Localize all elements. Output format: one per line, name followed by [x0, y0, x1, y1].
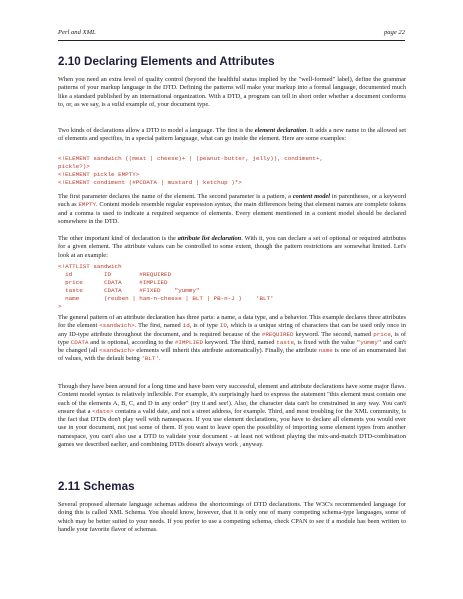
emphasis-element-declaration: element declaration	[254, 127, 307, 134]
text-line: Two kinds of declarations allow a DTD to model a language. The first is the	[58, 127, 255, 134]
code-id: id	[182, 322, 190, 330]
section-heading-2-10: 2.10 Declaring Elements and Attributes	[58, 55, 275, 68]
text-line: . The first, named	[134, 322, 183, 330]
text-line: Here are some examples:	[282, 135, 347, 143]
header-page-number: page 22	[383, 29, 405, 36]
text-line: .	[159, 355, 161, 363]
text-line: importing some element types from another namespace, you can't also use a DTD to validate your document - at	[58, 424, 406, 440]
code-name: name	[318, 347, 333, 354]
text-line: valid date, and not a street address, for example. Third, and most troubling for the XML community, is the fact	[58, 407, 406, 423]
text-line: and see!). Also, the character data can't be constrained in any way. You can't ensure that a	[58, 399, 407, 415]
text-line: least not without playing the mix-and-match DTD-combination games we described earlier, and combining	[58, 432, 406, 448]
text-line: , which is a unique	[226, 322, 277, 330]
header-rule	[58, 40, 405, 41]
code-line: price CDATA #IMPLIED	[58, 279, 168, 286]
text-line: elements will inherit this attribute automatically). Finally, the attribute	[134, 347, 319, 354]
paragraph-dtd-flaws	[58, 383, 406, 449]
code-attlist-declaration	[58, 263, 406, 311]
code-sandwich: <sandwich>	[99, 322, 135, 330]
code-line: <!ATTLIST sandwich	[58, 263, 122, 270]
text-line: the	[165, 338, 175, 346]
text-line: have some major flaws. Content model syntax is relatively inflexible. For example, it's surprisingly hard to	[58, 383, 406, 399]
text-line: your document type.	[157, 100, 210, 108]
code-implied: #IMPLIED	[174, 338, 204, 346]
code-price: price	[373, 330, 391, 338]
text-line: string of characters that can be used only once in any ID-type attribute throughout the document, and is required	[58, 322, 406, 338]
emphasis-attribute-list-declaration: attribute list declaration	[177, 235, 242, 242]
text-line: keyword. The second, named	[293, 330, 374, 338]
code-ID: ID	[219, 322, 227, 330]
code-yummy: "yummy"	[356, 338, 382, 346]
code-taste: taste	[276, 338, 294, 346]
code-blt: 'BLT'	[141, 355, 160, 363]
code-line: <!ELEMENT sandwich ((meat | cheese)+ | (peanut-butter, jelly)), condiment+,	[58, 155, 324, 162]
paragraph-intro	[58, 76, 406, 109]
text-line: The other important kind of declaration is the	[58, 235, 178, 242]
text-line: recommended language for doing this is called XML Schema. You should know, however, that it is only one of	[58, 501, 406, 517]
text-line: differences being that element names are complete tokens and a comma is used to indicate a required sequence	[58, 201, 406, 217]
emphasis-valid: valid	[111, 100, 125, 108]
text-line: into a formal language, documented much like a standard published by an international organization. With a	[58, 84, 406, 100]
code-line: >	[58, 303, 62, 310]
code-line: <!ELEMENT condiment (#PCDATA | mustard | ketchup )*>	[58, 179, 242, 186]
text-line: name to the allowed set of elements and specifies, in a special pattern language, what can go inside the element.	[58, 127, 407, 143]
text-line: a competing schema, check CPAN to see if a module has been written to handle your favorite flavor of schemas.	[58, 517, 406, 533]
text-line: or required attributes for a given element. The attribute values can be controlled to some extent, though the	[58, 235, 406, 251]
code-line: name (reuben | ham-n-cheese | BLT | PB-n-J ) 'BLT'	[58, 295, 274, 302]
code-sandwich: <sandwich>	[99, 347, 135, 354]
code-line: <!ELEMENT pickle EMPTY>	[58, 171, 140, 178]
text-line: keyword. The third, named	[203, 338, 277, 346]
text-line: DTD, a program can tell in short order whether a document conforms to, or, as we say, is a	[58, 92, 406, 108]
text-line: . It adds a new	[306, 127, 344, 134]
text-line: DTDs doesn't always work , anyway.	[169, 440, 264, 448]
text-line: pattern restrictions are somewhat limited. Let's look at an example:	[58, 243, 406, 259]
text-line: and is optional, according to	[88, 338, 164, 346]
text-line: define the grammar patterns of your markup language in the DTD. Defining the patterns will make your markup	[58, 76, 406, 92]
code-date: <date>	[92, 407, 114, 415]
text-line: Though they have been around for a long time and have been very successful, element and attribute declarations	[58, 383, 344, 390]
code-line: taste CDATA #FIXED "yummy"	[58, 287, 200, 294]
text-line: parentheses, or a keyword such as	[58, 193, 407, 209]
text-line: is one of an	[332, 347, 365, 354]
code-required: #REQUIRED	[261, 330, 294, 338]
code-line: pickle?)>	[58, 163, 90, 170]
emphasis-content-model: content model	[292, 193, 330, 200]
paragraph-content-model	[58, 193, 406, 226]
text-line: . Content models resemble regular expression syntax, the main	[96, 201, 257, 209]
text-line: in	[330, 193, 337, 200]
text-line: Several proposed alternate language schemas address the shortcomings of DTD declarations. The W3C's	[58, 501, 333, 508]
text-line: express the statement "this element must contain one each of the elements A, B, C, and D in any order" (try it	[58, 391, 406, 407]
code-element-declarations	[58, 155, 406, 187]
text-line: of elements. Every element mentioned in a content model should be declared somewhere in the DTD.	[58, 209, 406, 225]
text-line: many competing schema-type languages, some of which may be better suited to your needs. If you prefer to use	[58, 509, 406, 525]
code-line: id ID #REQUIRED	[58, 271, 172, 278]
text-line: , is of type	[58, 330, 406, 346]
paragraph-attribute-pattern	[58, 314, 406, 364]
text-line: The general pattern of an attribute declaration has three parts: a name, a data type, and a behavior. This example	[58, 314, 344, 321]
text-line: , is fixed with the value	[294, 338, 357, 346]
paragraph-attribute-list	[58, 235, 406, 260]
text-line: and can't be changed (all	[58, 338, 406, 354]
text-line: example of,	[124, 100, 156, 108]
text-line: , is of type	[189, 322, 220, 330]
text-line: declares three attributes for the element	[58, 314, 406, 330]
text-line: When you need an extra level of quality control (beyond the healthful status implied by the "well-formed" label),	[58, 76, 354, 83]
text-line: The first parameter declares the name of the element. The second parameter is a pattern, a	[58, 193, 293, 200]
header-book-title: Perl and XML	[58, 29, 96, 36]
text-line: enumerated list of values, with the default being	[58, 347, 407, 363]
text-line: . With it, you can declare a set of optional	[241, 235, 351, 242]
text-line: contains a	[113, 407, 141, 415]
paragraph-schemas	[58, 501, 406, 534]
section-heading-2-11: 2.11 Schemas	[58, 480, 135, 493]
text-line: because of the	[222, 330, 262, 338]
text-line: you would ever use in your document, not just some of them. If you want to leave open the possibility of	[58, 416, 406, 432]
text-line: that DTDs don't play well with namespaces. If you use element declarations, you have to declare all elements	[79, 416, 364, 423]
code-keyword-empty: EMPTY	[78, 201, 97, 209]
code-cdata: CDATA	[70, 338, 89, 346]
paragraph-element-declaration	[58, 127, 406, 144]
